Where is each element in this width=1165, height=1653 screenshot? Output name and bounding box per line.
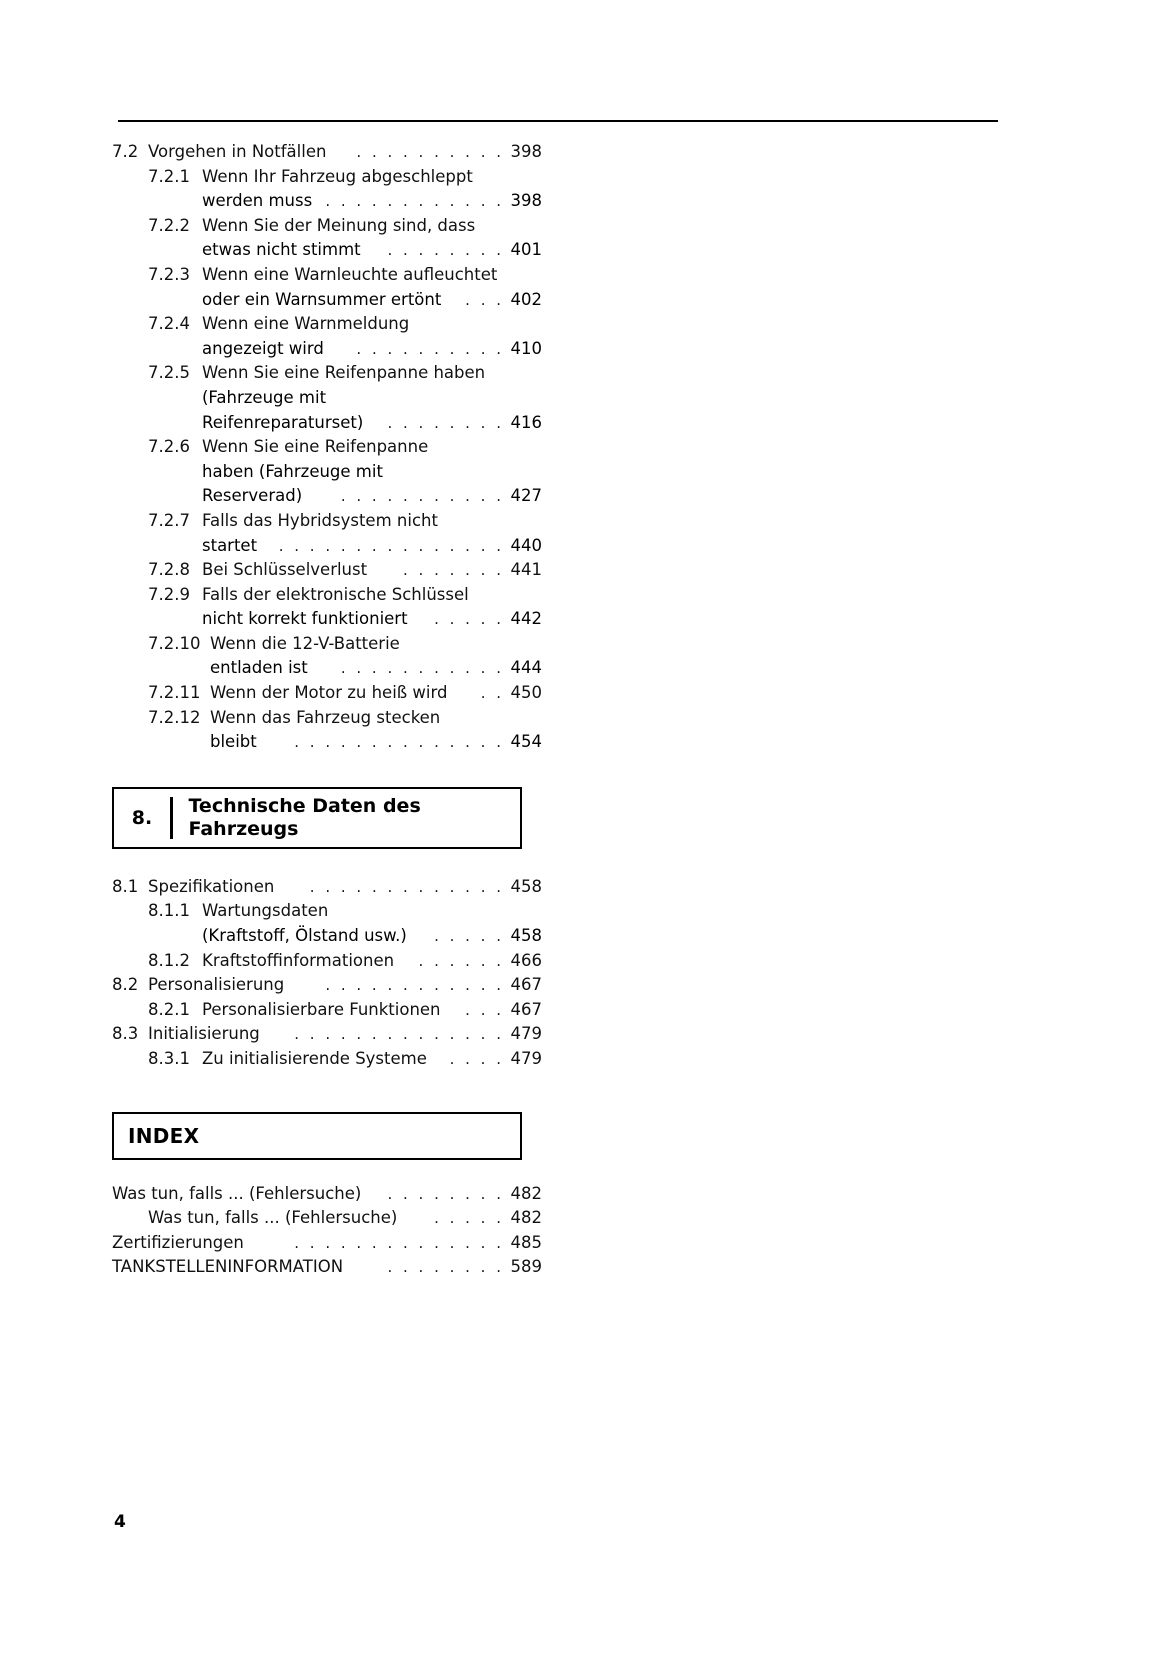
header-rule xyxy=(118,120,998,122)
toc-number: 7.2.5 xyxy=(148,363,190,383)
index-entry-title: Was tun, falls ... (Fehlersuche) xyxy=(112,1183,362,1203)
leader-dots: . . . xyxy=(465,1000,504,1019)
leader-dots: . . . . . . . . . . . . . . xyxy=(294,1233,504,1252)
toc-number: 7.2 xyxy=(112,142,139,161)
index-entry-3[interactable] xyxy=(112,1255,542,1280)
toc-title-cont: entladen ist xyxy=(210,658,308,678)
toc-entry-8-3[interactable] xyxy=(112,1022,542,1047)
toc-page-number: 479 xyxy=(510,1024,542,1044)
toc-entry-7-2-3[interactable] xyxy=(112,263,542,312)
leader-dots: . . . . . . . . . . xyxy=(356,339,504,358)
toc-title-cont: Reserverad) xyxy=(202,486,303,506)
toc-page-number: 454 xyxy=(510,732,542,752)
toc-page-number: 440 xyxy=(510,535,542,555)
toc-title-cont: (Kraftstoff, Ölstand usw.) xyxy=(202,926,407,946)
toc-title: Spezifikationen xyxy=(148,876,275,896)
toc-title: Falls das Hybridsystem nicht xyxy=(202,510,438,530)
leader-dots: . . . . . . . . xyxy=(387,241,504,260)
toc-page-number: 441 xyxy=(510,560,542,580)
toc-page-number: 467 xyxy=(510,999,542,1019)
toc-title: Personalisierung xyxy=(148,975,285,995)
leader-dots: . . . . . . . . xyxy=(387,413,504,432)
toc-number: 7.2.10 xyxy=(148,633,201,653)
toc-content xyxy=(112,140,542,1280)
toc-title: Wartungsdaten xyxy=(202,901,329,921)
index-title: INDEX xyxy=(128,1123,200,1148)
toc-page-number: 444 xyxy=(510,658,542,678)
toc-entry-7-2[interactable] xyxy=(112,140,542,165)
toc-entry-8-3-1[interactable] xyxy=(112,1047,542,1072)
leader-dots: . . . . . . xyxy=(418,951,504,970)
toc-title-cont: werden muss xyxy=(202,191,313,211)
toc-title: Wenn der Motor zu heiß wird xyxy=(210,683,448,703)
toc-entry-7-2-11[interactable] xyxy=(112,681,542,706)
leader-dots: . . . . . . . . xyxy=(387,1258,504,1277)
toc-title-cont: etwas nicht stimmt xyxy=(202,240,361,260)
toc-title: Wenn das Fahrzeug stecken xyxy=(210,707,441,727)
toc-page-number: 402 xyxy=(510,289,542,309)
toc-number: 7.2.6 xyxy=(148,437,190,457)
toc-number: 7.2.3 xyxy=(148,264,190,284)
toc-entry-8-1-2[interactable] xyxy=(112,949,542,974)
chapter-title-line1: Technische Daten des xyxy=(188,794,421,817)
toc-number: 7.2.11 xyxy=(148,683,201,703)
toc-title: Wenn eine Warnmeldung xyxy=(202,314,410,334)
toc-title: Kraftstoffinformationen xyxy=(202,950,395,970)
index-entry-title: Zertifizierungen xyxy=(112,1232,244,1252)
index-page-number: 485 xyxy=(510,1232,542,1252)
toc-entry-7-2-10[interactable] xyxy=(112,632,542,681)
index-entry-0[interactable] xyxy=(112,1182,542,1207)
leader-dots: . . . . . . . . . . . . xyxy=(325,192,504,211)
chapter-title-line2: Fahrzeugs xyxy=(188,817,299,840)
toc-entry-7-2-8[interactable] xyxy=(112,558,542,583)
toc-title: Wenn Sie der Meinung sind, dass xyxy=(202,215,476,235)
toc-page-number: 401 xyxy=(510,240,542,260)
toc-page-number: 398 xyxy=(510,142,542,161)
leader-dots: . . . . . . . . . . . xyxy=(340,487,504,506)
chapter-heading-8[interactable] xyxy=(112,787,522,849)
leader-dots: . . . . . xyxy=(434,1209,504,1228)
leader-dots: . . . . . . . xyxy=(403,561,504,580)
leader-dots: . . . . . . . . . . . xyxy=(340,659,504,678)
toc-page-number: 458 xyxy=(510,876,542,896)
chapter-number: 8. xyxy=(131,806,153,829)
toc-entry-7-2-6[interactable] xyxy=(112,435,542,509)
toc-title-cont: nicht korrekt funktioniert xyxy=(202,609,408,629)
toc-entry-7-2-4[interactable] xyxy=(112,312,542,361)
toc-number: 8.3.1 xyxy=(148,1049,190,1068)
index-page-number: 589 xyxy=(510,1257,542,1277)
toc-title-cont: bleibt xyxy=(210,732,257,752)
toc-title-cont: haben (Fahrzeuge mit xyxy=(202,461,383,481)
toc-number: 8.2.1 xyxy=(148,999,190,1019)
toc-title: Wenn Sie eine Reifenpanne xyxy=(202,437,429,457)
toc-title: Personalisierbare Funktionen xyxy=(202,999,441,1019)
leader-dots: . . . . . . . . . . . . . . xyxy=(294,733,504,752)
toc-entry-7-2-12[interactable] xyxy=(112,706,542,755)
toc-number: 7.2.1 xyxy=(148,166,190,186)
leader-dots: . . . . . . . . . . . . . . . xyxy=(278,536,504,555)
index-entry-title: TANKSTELLENINFORMATION xyxy=(112,1257,344,1277)
leader-dots: . . . . . . . . . . . . . . xyxy=(294,1025,504,1044)
toc-title-cont: (Fahrzeuge mit xyxy=(202,387,327,407)
toc-title: Vorgehen in Notfällen xyxy=(148,142,327,161)
leader-dots: . . . . . xyxy=(434,927,504,946)
toc-title-cont: Reifenreparaturset) xyxy=(202,412,364,432)
toc-entry-7-2-9[interactable] xyxy=(112,583,542,632)
toc-number: 8.1.1 xyxy=(148,901,190,921)
toc-title: Wenn die 12-V-Batterie xyxy=(210,633,400,653)
toc-title: Wenn eine Warnleuchte aufleuchtet xyxy=(202,264,498,284)
leader-dots: . . . . . . . . xyxy=(387,1184,504,1203)
index-heading[interactable] xyxy=(112,1112,522,1160)
toc-page-number: 466 xyxy=(510,950,542,970)
toc-title-cont: startet xyxy=(202,535,258,555)
toc-page-number: 442 xyxy=(510,609,542,629)
toc-entry-8-2-1[interactable] xyxy=(112,998,542,1023)
toc-number: 8.2 xyxy=(112,975,139,995)
toc-number: 7.2.4 xyxy=(148,314,190,334)
toc-title-cont: angezeigt wird xyxy=(202,338,324,358)
toc-title: Bei Schlüsselverlust xyxy=(202,560,368,580)
toc-title-cont: oder ein Warnsummer ertönt xyxy=(202,289,442,309)
toc-number: 7.2.7 xyxy=(148,510,190,530)
toc-number: 7.2.9 xyxy=(148,584,190,604)
leader-dots: . . . . . xyxy=(434,610,504,629)
toc-title: Zu initialisierende Systeme xyxy=(202,1049,427,1068)
toc-title: Wenn Ihr Fahrzeug abgeschleppt xyxy=(202,166,473,186)
toc-page-number: 458 xyxy=(510,926,542,946)
toc-page-number: 398 xyxy=(510,191,542,211)
index-entry-1[interactable] xyxy=(112,1206,542,1231)
leader-dots: . . . xyxy=(465,290,504,309)
toc-title: Initialisierung xyxy=(148,1024,260,1044)
toc-title: Wenn Sie eine Reifenpanne haben xyxy=(202,363,486,383)
toc-number: 8.1.2 xyxy=(148,950,190,970)
toc-entry-8-1[interactable] xyxy=(112,875,542,900)
toc-number: 8.1 xyxy=(112,876,139,896)
toc-entry-7-2-5[interactable] xyxy=(112,361,542,435)
toc-page-number: 450 xyxy=(510,683,542,703)
leader-dots: . . . . . . . . . . . . xyxy=(325,976,504,995)
toc-entry-7-2-1[interactable] xyxy=(112,165,542,214)
toc-entry-8-1-1[interactable] xyxy=(112,899,542,948)
leader-dots: . . . . . . . . . . . . . xyxy=(309,877,504,896)
index-page-number: 482 xyxy=(510,1208,542,1228)
toc-number: 7.2.8 xyxy=(148,560,190,580)
leader-dots: . . xyxy=(480,684,504,703)
toc-page-number: 416 xyxy=(510,412,542,432)
index-entry-title: Was tun, falls ... (Fehlersuche) xyxy=(148,1208,398,1228)
chapter-title xyxy=(173,795,421,841)
toc-number: 7.2.2 xyxy=(148,215,190,235)
toc-number: 7.2.12 xyxy=(148,707,201,727)
page-number: 4 xyxy=(114,1512,126,1532)
toc-title: Falls der elektronische Schlüssel xyxy=(202,584,469,604)
toc-entry-8-2[interactable] xyxy=(112,973,542,998)
leader-dots: . . . . xyxy=(449,1050,504,1068)
leader-dots: . . . . . . . . . . xyxy=(356,143,504,161)
toc-page-number: 427 xyxy=(510,486,542,506)
toc-entry-7-2-7[interactable] xyxy=(112,509,542,558)
toc-page-number: 467 xyxy=(510,975,542,995)
toc-page-number: 479 xyxy=(510,1049,542,1068)
index-entry-2[interactable] xyxy=(112,1231,542,1256)
index-page-number: 482 xyxy=(510,1183,542,1203)
toc-page-number: 410 xyxy=(510,338,542,358)
toc-number: 8.3 xyxy=(112,1024,139,1044)
toc-entry-7-2-2[interactable] xyxy=(112,214,542,263)
